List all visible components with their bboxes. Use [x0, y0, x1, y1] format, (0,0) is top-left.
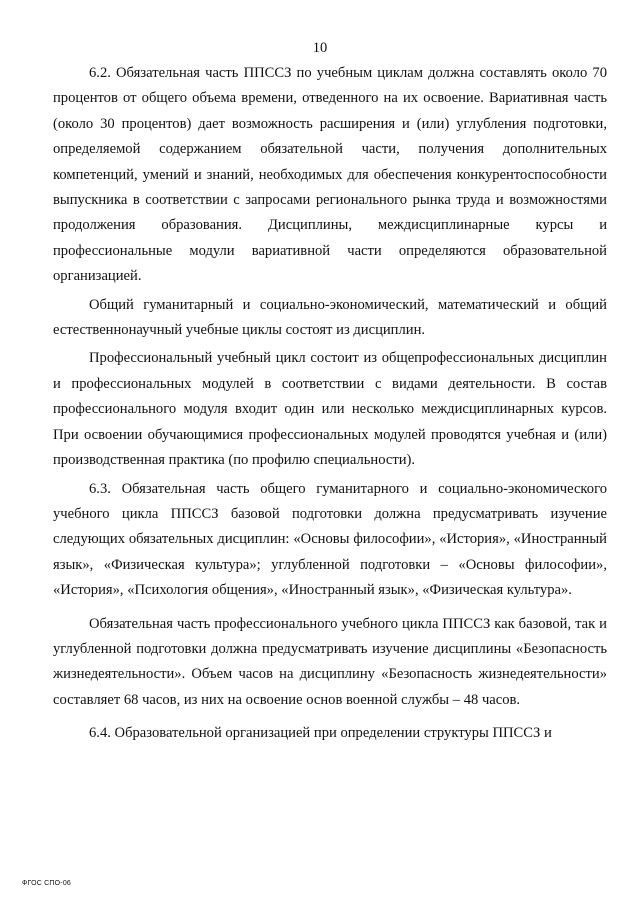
paragraph-6-4: 6.4. Образовательной организацией при определении структуры ППССЗ и [89, 725, 552, 742]
paragraph-professional-cycle: Профессиональный учебный цикл состоит из общепрофессиональных дисциплин и профессиональных модулей в соответствии с видами деятельности. В состав профессионального модуля входит один или несколько междисциплинарных курсов. При освоении обучающимися профессиональных модулей проводятся учебная и (или) производственная практика (по профилю специальности). [53, 350, 607, 469]
paragraph-life-safety: Обязательная часть профессионального учебного цикла ППССЗ как базовой, так и углубленной подготовки должна предусматривать изучение дисциплины «Безопасность жизнедеятельности». Объем часов на дисциплину «Безопасность жизнедеятельности» составляет 68 часов, из них на освоение основ военной службы – 48 часов. [53, 615, 607, 708]
footer-document-code: ФГОС СПО-06 [22, 880, 72, 887]
paragraph-6-2: 6.2. Обязательная часть ППССЗ по учебным циклам должна составлять около 70 процентов от общего объема времени, отведенного на их освоение. Вариативная часть (около 30 процентов) дает возможность расширения и (или) углубления подготовки, определяемой содержанием обязательной части, получения дополнительных компетенций, умений и знаний, необходимых для обеспечения конкурентоспособности выпускника в соответствии с запросами регионального рынка труда и возможностями продолжения образования. Дисциплины, междисциплинарные курсы и профессиональные модули вариативной части определяются образовательной организацией. [53, 65, 607, 285]
document-body [53, 61, 607, 747]
paragraph-cycles: Общий гуманитарный и социально-экономический, математический и общий естественнонаучный учебные циклы состоят из дисциплин. [53, 296, 607, 339]
paragraph-6-3: 6.3. Обязательная часть общего гуманитарного и социально-экономического учебного цикла ППССЗ базовой подготовки должна предусматривать изучение следующих обязательных дисциплин: «Основы философии», «История», «Иностранный язык», «Физическая культура»; углубленной подготовки – «Основы философии», «История», «Психология общения», «Иностранный язык», «Физическая культура». [53, 480, 607, 599]
page-number: 10 [312, 40, 328, 56]
